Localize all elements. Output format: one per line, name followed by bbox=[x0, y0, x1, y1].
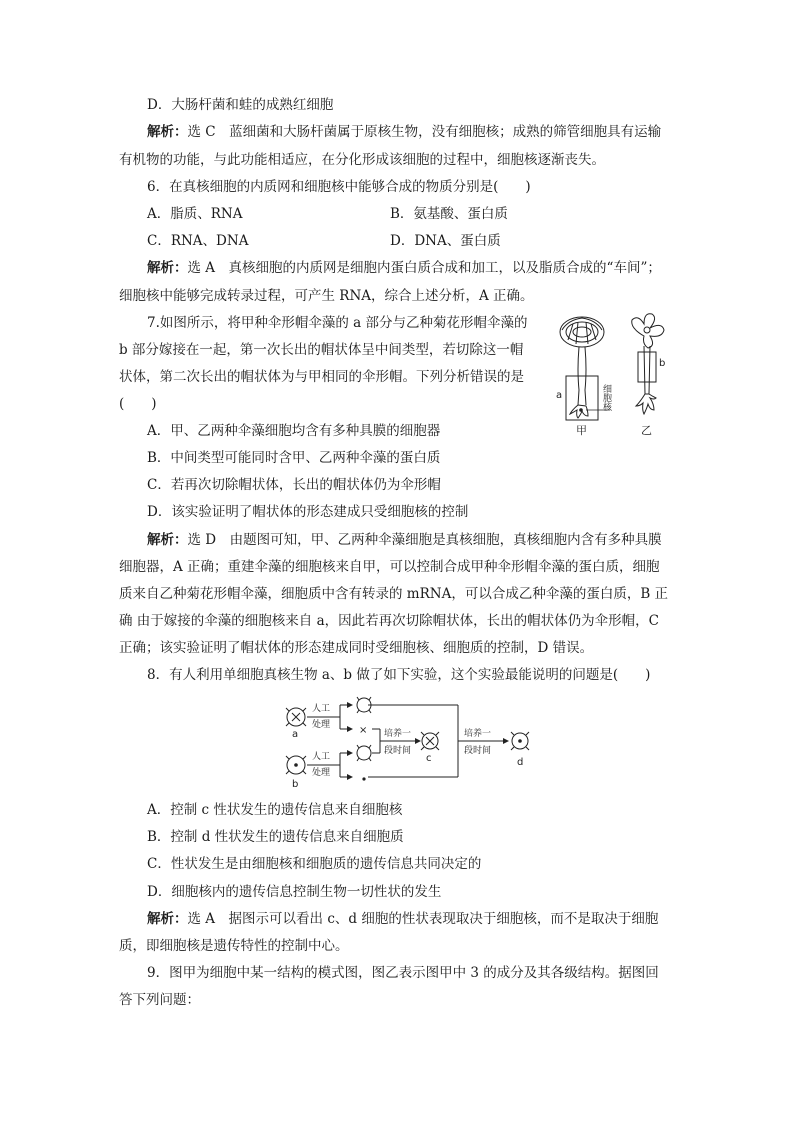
q8-option-d: D．细胞核内的遗传信息控制生物一切性状的发生 bbox=[147, 884, 442, 900]
answer-label: 解析： bbox=[147, 260, 188, 276]
q7-stem-line-3: 状体，第二次长出的帽状体为与甲相同的伞形帽。下列分析错误的是 bbox=[119, 369, 524, 385]
svg-text:培养一: 培养一 bbox=[384, 729, 412, 739]
fig-label-a: a bbox=[292, 729, 299, 740]
q8-answer-line-2: 质，即细胞核是遗传特性的控制中心。 bbox=[119, 938, 349, 954]
q7-answer-line-4: 确 由于嫁接的伞藻的细胞核来自 a，因此若再次切除帽状体，长出的帽状体仍为伞形帽，C bbox=[119, 613, 659, 629]
q5-answer-line-1: 解析：选 C 蓝细菌和大肠杆菌属于原核生物，没有细胞核；成熟的筛管细胞具有运输 bbox=[147, 124, 662, 140]
nucleus-dot-jia bbox=[579, 408, 583, 412]
q6-answer-line-1: 解析：选 A 真核细胞的内质网是细胞内蛋白质合成和加工，以及脂质合成的“车间”； bbox=[147, 260, 661, 276]
rhizoid-jia bbox=[570, 405, 588, 418]
fig-label-d: d bbox=[517, 757, 524, 768]
label-jia: 甲 bbox=[576, 424, 587, 437]
answer-label: 解析： bbox=[147, 911, 188, 927]
rhizoid-yi bbox=[636, 394, 656, 414]
q7-stem-line-2: b 部分嫁接在一起，第一次长出的帽状体呈中间类型，若切除这一帽 bbox=[119, 342, 524, 358]
svg-text:处理: 处理 bbox=[312, 768, 331, 778]
nucleus-b-mark bbox=[362, 777, 365, 780]
q7-option-c: C．若再次切除帽状体，长出的帽状体仍为伞形帽 bbox=[147, 477, 441, 493]
label-nucleus: 细胞核 bbox=[601, 384, 611, 411]
answer-label: 解析： bbox=[147, 532, 188, 548]
q8-stem: 8．有人利用单细胞真核生物 a、b 做了如下实验，这个实验最能说明的问题是( ) bbox=[147, 667, 651, 683]
q7-stem-line-4: ( ) bbox=[119, 396, 157, 412]
label-a: a bbox=[556, 390, 563, 401]
cell-c bbox=[421, 732, 439, 750]
flower-cap-yi bbox=[632, 314, 664, 348]
stalk-yi bbox=[644, 346, 650, 394]
q7-stem-line-1: 7.如图所示，将甲种伞形帽伞藻的 a 部分与乙种菊花形帽伞藻的 bbox=[147, 315, 528, 331]
q8-option-c: C．性状发生是由细胞核和细胞质的遗传信息共同决定的 bbox=[147, 856, 482, 872]
answer-label: 解析： bbox=[147, 124, 188, 140]
acetabularia-grafting-figure bbox=[548, 310, 678, 438]
svg-text:培养一: 培养一 bbox=[464, 729, 492, 739]
q6-option-a: A．脂质、RNA bbox=[147, 206, 243, 222]
nucleus-a-mark: × bbox=[359, 725, 368, 736]
q8-option-b: B．控制 d 性状发生的遗传信息来自细胞质 bbox=[147, 829, 404, 845]
q8-answer-line-1: 解析：选 A 据图示可以看出 c、d 细胞的性状表现取决于细胞核，而不是取决于细胞 bbox=[147, 911, 659, 927]
svg-text:段时间: 段时间 bbox=[384, 746, 412, 756]
q7-answer-line-2: 细胞器，A 正确；重建伞藻的细胞核来自甲，可以控制合成甲种伞形帽伞藻的蛋白质，细胞 bbox=[119, 559, 660, 575]
svg-text:人工: 人工 bbox=[312, 752, 331, 762]
q7-answer-line-5: 正确；该实验证明了帽状体的形态建成同时受细胞核、细胞质的控制，D 错误。 bbox=[119, 640, 594, 656]
cell-d bbox=[511, 732, 529, 750]
svg-text:人工: 人工 bbox=[312, 704, 331, 714]
label-yi: 乙 bbox=[641, 424, 652, 437]
q8-option-a: A．控制 c 性状发生的遗传信息来自细胞核 bbox=[147, 802, 403, 818]
part-b-box bbox=[638, 352, 656, 382]
nucleus-transfer-figure bbox=[280, 695, 540, 795]
q7-option-d: D．该实验证明了帽状体的形态建成只受细胞核的控制 bbox=[147, 504, 469, 520]
enucleated-cell-b bbox=[357, 745, 371, 761]
label-b: b bbox=[659, 358, 666, 369]
cell-a bbox=[286, 708, 306, 726]
fig-label-b: b bbox=[292, 779, 299, 790]
q7-option-b: B．中间类型可能同时含甲、乙两种伞藻的蛋白质 bbox=[147, 450, 441, 466]
cell-b bbox=[286, 756, 306, 774]
q7-answer-line-1: 解析：选 D 由题图可知，甲、乙两种伞藻细胞是真核细胞，真核细胞内含有多种具膜 bbox=[147, 532, 662, 548]
q6-option-b: B．氨基酸、蛋白质 bbox=[390, 206, 508, 222]
q6-option-c: C．RNA、DNA bbox=[147, 233, 249, 249]
q7-option-a: A．甲、乙两种伞藻细胞均含有多种具膜的细胞器 bbox=[147, 423, 441, 439]
q9-stem-line-1: 9．图甲为细胞中某一结构的模式图，图乙表示图甲中 3 的成分及其各级结构。据图回 bbox=[147, 965, 659, 981]
q5-option-d: D．大肠杆菌和蛙的成熟红细胞 bbox=[147, 97, 334, 113]
fig-label-c: c bbox=[426, 753, 432, 764]
svg-text:段时间: 段时间 bbox=[464, 746, 492, 756]
q6-answer-line-2: 细胞核中能够完成转录过程，可产生 RNA，综合上述分析，A 正确。 bbox=[119, 288, 534, 304]
svg-text:处理: 处理 bbox=[312, 720, 331, 730]
q9-stem-line-2: 答下列问题： bbox=[119, 992, 200, 1008]
q5-answer-line-2: 有机物的功能，与此功能相适应，在分化形成该细胞的过程中，细胞核逐渐丧失。 bbox=[119, 152, 605, 168]
umbrella-cap-jia bbox=[560, 317, 604, 347]
q7-answer-line-3: 质来自乙种菊花形帽伞藻，细胞质中含有转录的 mRNA，可以合成乙种伞藻的蛋白质，B 正 bbox=[119, 586, 669, 602]
q6-option-d: D．DNA、蛋白质 bbox=[390, 233, 501, 249]
q6-stem: 6．在真核细胞的内质网和细胞核中能够合成的物质分别是( ) bbox=[147, 179, 531, 195]
